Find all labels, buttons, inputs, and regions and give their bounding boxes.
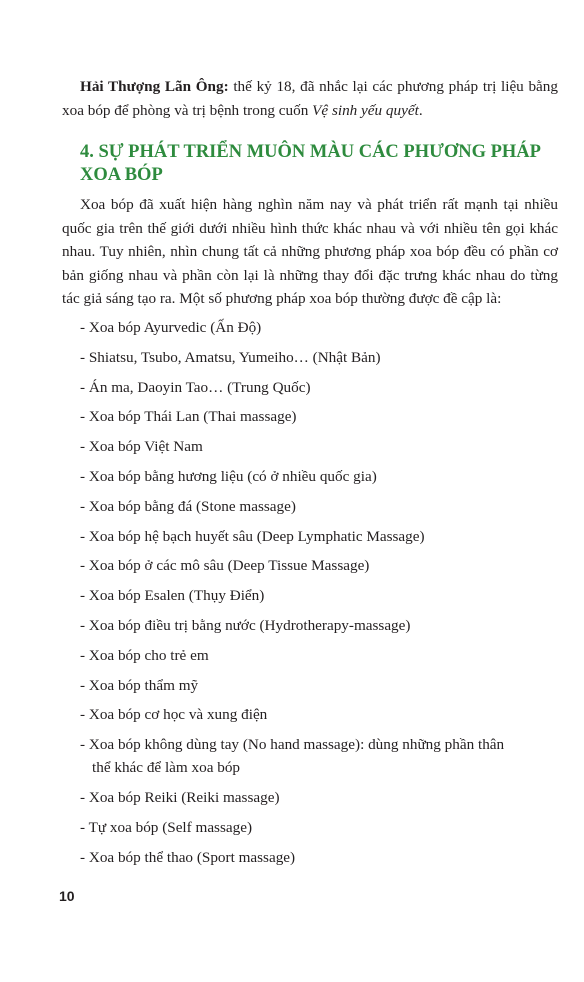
list-item: - Xoa bóp Reiki (Reiki massage): [80, 788, 280, 806]
list-item: - Xoa bóp cho trẻ em: [80, 646, 209, 664]
intro-book-title: Vệ sinh yếu quyết: [312, 101, 419, 119]
list-item: - Án ma, Daoyin Tao… (Trung Quốc): [80, 378, 311, 396]
list-item: - Xoa bóp điều trị bằng nước (Hydrotherapy-massage): [80, 616, 411, 634]
list-item: - Xoa bóp cơ học và xung điện: [80, 706, 268, 724]
list-item: - Xoa bóp bằng đá (Stone massage): [80, 497, 296, 515]
intro-text: thế kỷ 18, đã nhắc lại các phương pháp trị liệu bằng xoa bóp để phòng và trị bệnh trong cuốn: [62, 78, 558, 119]
list-item: - Xoa bóp ở các mô sâu (Deep Tissue Massage): [80, 557, 370, 575]
list-item: - Xoa bóp hệ bạch huyết sâu (Deep Lymphatic Massage): [80, 527, 425, 545]
section-heading: [80, 141, 560, 187]
list-item: - Xoa bóp Esalen (Thụy Điển): [80, 587, 265, 605]
list-item: - Xoa bóp Ayurvedic (Ấn Độ): [80, 319, 262, 336]
massage-methods-list: [62, 316, 562, 875]
intro-end: .: [418, 101, 423, 119]
list-item-line-1: - Xoa bóp không dùng tay (No hand massage): dùng những phần thân: [80, 736, 505, 754]
list-item-line-2: thể khác để làm xoa bóp: [92, 759, 241, 777]
section-paragraph: Xoa bóp đã xuất hiện hàng nghìn năm nay và phát triển rất mạnh tại nhiều quốc gia trên thế giới dưới nhiều hình thức khác nhau và với nhiều tên gọi khác nhau. Tuy nhiên, nhìn chung tất cả những phương pháp xoa bóp đều có phần cơ bản giống nhau và phần còn lại là những thay đổi đặc trưng khác nhau do từng tác giả sáng tạo ra. Một số phương pháp xoa bóp thường được đề cập là:: [62, 196, 558, 307]
page-number: 10: [59, 888, 75, 904]
list-item: - Xoa bóp Việt Nam: [80, 438, 203, 456]
list-item: - Shiatsu, Tsubo, Amatsu, Yumeiho… (Nhật Bản): [80, 348, 381, 366]
intro-name: Hải Thượng Lãn Ông:: [80, 78, 229, 95]
list-item: - Xoa bóp Thái Lan (Thai massage): [80, 408, 297, 426]
list-item: - Tự xoa bóp (Self massage): [80, 818, 253, 836]
section-heading-line-1: 4. SỰ PHÁT TRIỂN MUÔN MÀU CÁC PHƯƠNG PHÁP: [80, 142, 541, 162]
section-heading-line-2: XOA BÓP: [80, 165, 163, 185]
intro-paragraph: [62, 75, 558, 122]
list-item: - Xoa bóp bằng hương liệu (có ở nhiều quốc gia): [80, 467, 377, 485]
list-item-multiline: [62, 733, 562, 779]
list-item: - Xoa bóp thẩm mỹ: [80, 676, 199, 694]
list-item: - Xoa bóp thể thao (Sport massage): [80, 848, 296, 866]
